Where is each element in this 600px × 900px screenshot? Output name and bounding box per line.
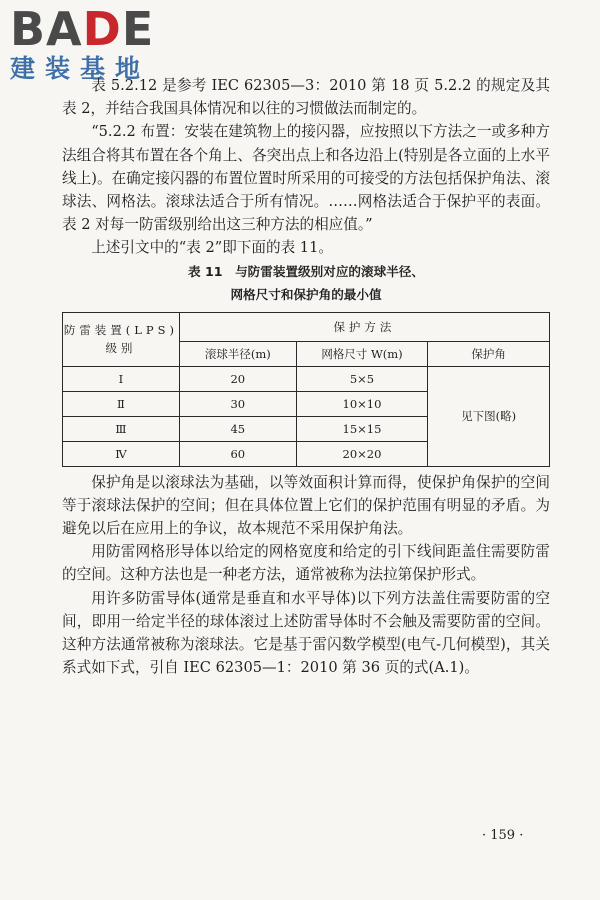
header-protection-angle: 保护角 [428, 341, 550, 366]
cell-level: Ⅲ [63, 416, 180, 441]
logo-tagline: 建装基地 [10, 54, 151, 83]
body-paragraph-3: 用许多防雷导体(通常是垂直和水平导体)以下列方法盖住需要防雷的空间，即用一给定半径的球体滚过上述防雷导体时不会触及需要防雷的空间。这种方法通常被称为滚球法。它是基于雷闪数学模型(电气-几何模型)，其关系式如下式，引自 IEC 62305—1：2010 第 36 页的式(A.1)。 [62, 589, 550, 677]
table-caption-line-2: 网格尺寸和保护角的最小值 [230, 286, 382, 302]
lps-table [62, 312, 550, 467]
logo-wordmark: BADE [10, 2, 155, 56]
header-lps-level: 防雷装置(LPS)级别 [63, 312, 180, 366]
document-body [62, 74, 550, 679]
header-mesh-size: 网格尺寸 W(m) [296, 341, 427, 366]
cell-mesh: 20×20 [296, 441, 427, 466]
cell-level: Ⅰ [63, 366, 180, 391]
body-paragraph-2: 用防雷网格形导体以给定的网格宽度和给定的引下线间距盖住需要防雷的空间。这种方法也是一种老方法，通常被称为法拉第保护形式。 [62, 543, 550, 584]
header-sphere-radius: 滚球半径(m) [179, 341, 296, 366]
cell-mesh: 10×10 [296, 391, 427, 416]
cell-angle-note: 见下图(略) [428, 366, 550, 466]
header-protection-method: 保护方法 [179, 312, 549, 341]
cell-radius: 45 [179, 416, 296, 441]
intro-paragraph-3: 上述引文中的“表 2”即下面的表 11。 [91, 239, 333, 257]
page-number: · 159 · [482, 828, 524, 843]
body-paragraph-1: 保护角是以滚球法为基础，以等效面积计算而得，使保护角保护的空间等于滚球法保护的空间；但在具体位置上它们的保护范围有明显的矛盾。为避免以后在应用上的争议，故本规范不采用保护角法。 [62, 473, 550, 538]
cell-radius: 20 [179, 366, 296, 391]
cell-level: Ⅳ [63, 441, 180, 466]
intro-paragraph-2: “5.2.2 布置：安装在建筑物上的接闪器，应按照以下方法之一或多种方法组合将其布置在各个角上、各突出点上和各边沿上(特别是各立面的上水平线上)。在确定接闪器的布置位置时所采用的可接受的方法包括保护角法、滚球法、网格法。滚球法适合于所有情况。……网格法适合于保护平的表面。表 2 对每一防雷级别给出这三种方法的相应值。” [62, 123, 550, 234]
cell-mesh: 15×15 [296, 416, 427, 441]
table-caption-line-1: 表 11 与防雷装置级别对应的滚球半径、 [187, 263, 424, 279]
table-row [63, 366, 550, 391]
intro-paragraph-1: 表 5.2.12 是参考 IEC 62305—3：2010 第 18 页 5.2.2 的规定及其表 2，并结合我国具体情况和以往的习惯做法而制定的。 [62, 77, 550, 118]
cell-mesh: 5×5 [296, 366, 427, 391]
cell-radius: 60 [179, 441, 296, 466]
cell-level: Ⅱ [63, 391, 180, 416]
cell-radius: 30 [179, 391, 296, 416]
